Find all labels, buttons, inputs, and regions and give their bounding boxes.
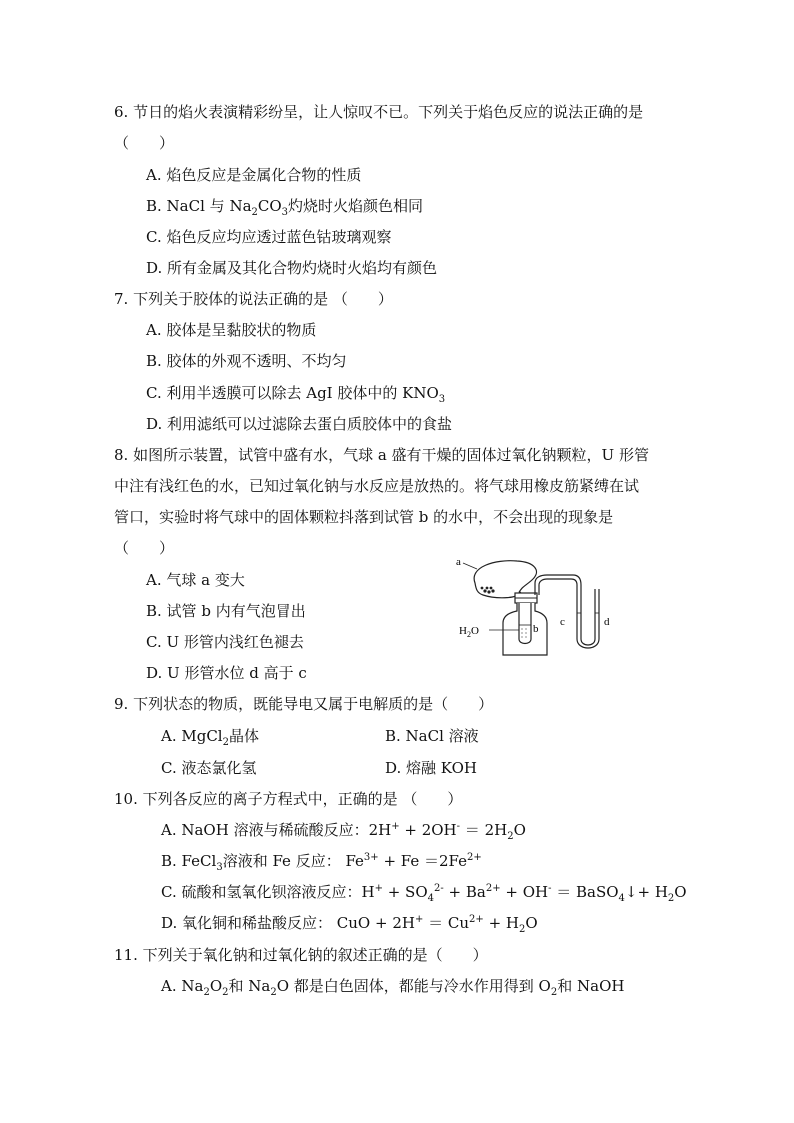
q11-option-a: A. $Na_2O_2$和 $Na_2O$ 都是白色固体，都能与冷水作用得到 $O_2$和 NaOH — [161, 977, 625, 998]
q6-bracket: （ ） — [114, 134, 175, 152]
q7-option-c: C. 利用半透膜可以除去 AgI 胶体中的 $KNO_3$ — [146, 384, 446, 405]
q6-stem: 6. 节日的焰火表演精彩纷呈，让人惊叹不已。下列关于焰色反应的说法正确的是 — [114, 103, 644, 121]
q8-option-c: C. U 形管内浅红色褪去 — [146, 633, 304, 651]
q10-stem: 10. 下列各反应的离子方程式中，正确的是 （ ） — [114, 790, 463, 808]
q6-option-d: D. 所有金属及其化合物灼烧时火焰均有颜色 — [146, 259, 438, 277]
q10-option-c: C. 硫酸和氢氧化钡溶液反应：$H^+ + SO_4^{2-} + Ba^{2+} + OH^-$ ＝ BaSO$_4$↓+ $H_2O$ — [161, 883, 687, 904]
q11-stem: 11. 下列关于氧化钠和过氧化钠的叙述正确的是（ ） — [114, 946, 488, 964]
q8-bracket: （ ） — [114, 539, 175, 557]
q9-option-c: C. 液态氯化氢 — [161, 759, 257, 777]
q6-option-a: A. 焰色反应是金属化合物的性质 — [146, 166, 362, 184]
q8-option-d: D. U 形管水位 d 高于 c — [146, 664, 307, 682]
q9-stem: 9. 下列状态的物质，既能导电又属于电解质的是（ ） — [114, 695, 494, 713]
q9-option-d: D. 熔融 KOH — [385, 759, 477, 777]
apparatus-figure — [455, 555, 625, 660]
q9-option-a: A. MgCl$_2$晶体 — [161, 727, 259, 748]
label-b: b — [533, 623, 539, 635]
q7-option-a: A. 胶体是呈黏胶状的物质 — [146, 321, 317, 339]
q8-stem-line2: 中注有浅红色的水，已知过氧化钠与水反应是放热的。将气球用橡皮筋紧缚在试 — [114, 477, 640, 495]
label-h2o: $H_2O$ — [459, 625, 479, 639]
balloon-shape — [474, 561, 536, 598]
label-c: c — [560, 616, 565, 628]
q7-option-d: D. 利用滤纸可以过滤除去蛋白质胶体中的食盐 — [146, 415, 453, 433]
q7-stem: 7. 下列关于胶体的说法正确的是 （ ） — [114, 290, 393, 308]
label-a: a — [456, 556, 461, 568]
q6-option-b: B. NaCl 与 $Na_2CO_3$灼烧时火焰颜色相同 — [146, 197, 424, 218]
q8-stem-line3: 管口，实验时将气球中的固体颗粒抖落到试管 b 的水中，不会出现的现象是 — [114, 508, 614, 526]
q10-option-a: A. NaOH 溶液与稀硫酸反应：$2H^+ + 2OH^- = 2H_2O$ — [161, 821, 526, 842]
q10-option-b: B. FeCl$_3$溶液和 Fe 反应： $Fe^{3+} + Fe =2Fe^{2+}$ — [161, 852, 482, 873]
q9-option-b: B. NaCl 溶液 — [385, 727, 479, 745]
q8-option-b: B. 试管 b 内有气泡冒出 — [146, 602, 306, 620]
q6-option-c: C. 焰色反应均应透过蓝色钴玻璃观察 — [146, 228, 392, 246]
u-tube — [539, 579, 599, 648]
q10-option-d: D. 氧化铜和稀盐酸反应： CuO + $2H^+ = Cu^{2+} + H_2O$ — [161, 914, 538, 935]
q8-stem-line1: 8. 如图所示装置，试管中盛有水，气球 a 盛有干燥的固体过氧化钠颗粒，U 形管 — [114, 446, 649, 464]
q8-option-a: A. 气球 a 变大 — [146, 571, 245, 589]
test-tube-b — [519, 603, 531, 644]
label-d: d — [604, 616, 610, 628]
q7-option-b: B. 胶体的外观不透明、不均匀 — [146, 352, 347, 370]
